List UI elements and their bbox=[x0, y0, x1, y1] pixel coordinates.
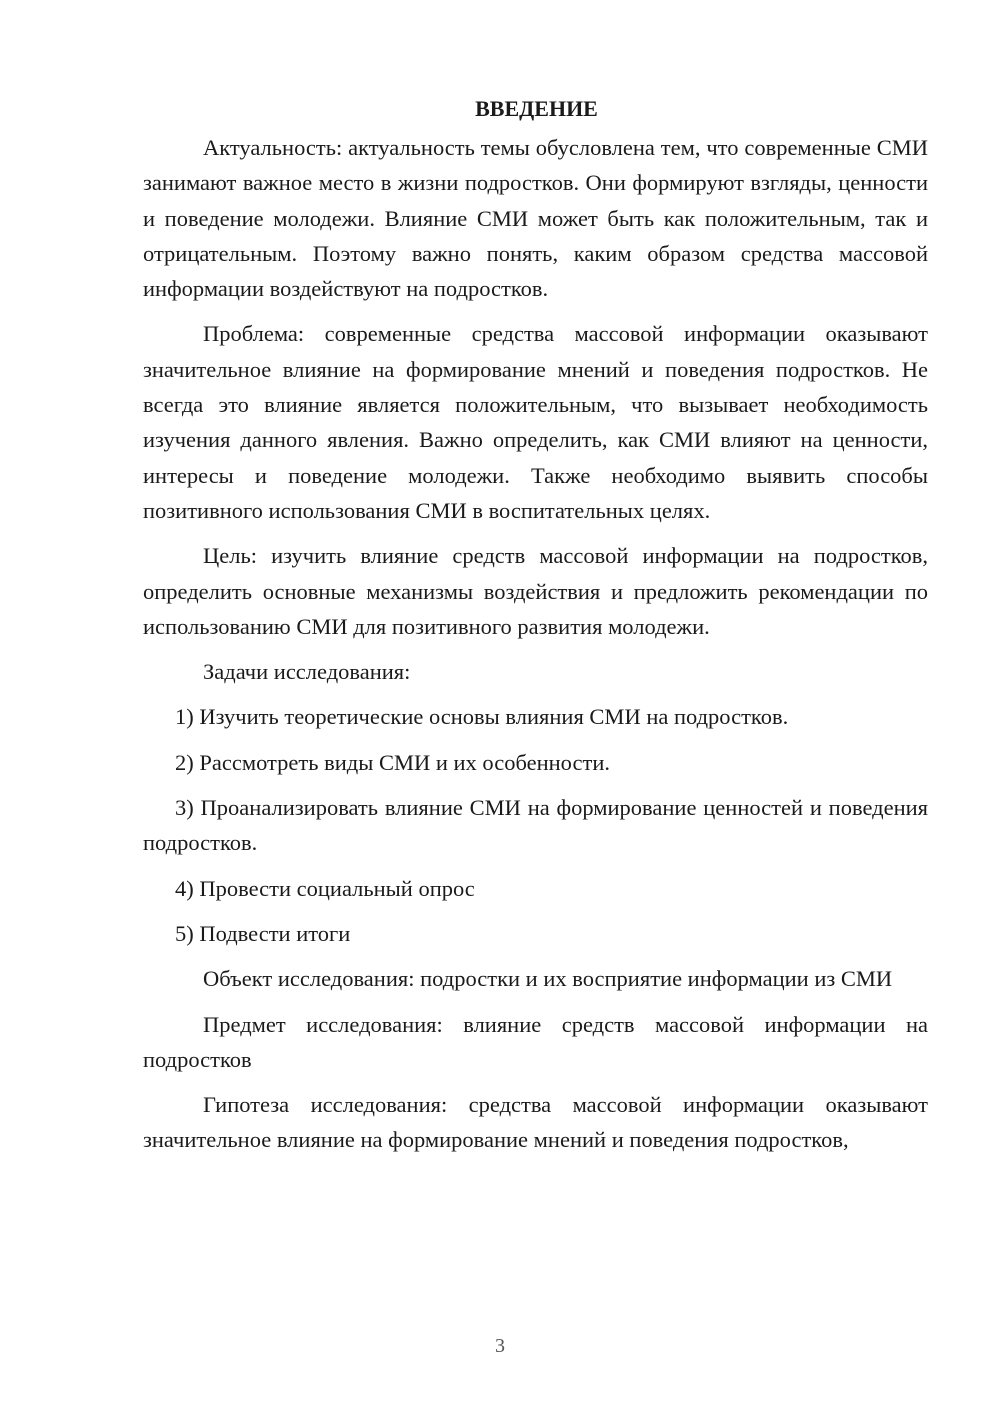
task-item-1: 1) Изучить теоретические основы влияния СМИ на подростков. bbox=[175, 704, 789, 730]
relevance-paragraph: Актуальность: актуальность темы обусловлена тем, что современные СМИ занимают важное место в жизни подростков. Они формируют взгляды, ценности и поведение молодежи. Влияние СМИ может быть как положительным, так и отрицательным. Поэтому важно понять, каким образом средства массовой информации воздействуют на подростков. bbox=[143, 135, 928, 302]
task-item-4: 4) Провести социальный опрос bbox=[175, 875, 475, 901]
task-item-2: 2) Рассмотреть виды СМИ и их особенности. bbox=[175, 749, 610, 775]
page-number: 3 bbox=[495, 1335, 505, 1357]
object-paragraph: Объект исследования: подростки и их восприятие информации из СМИ bbox=[203, 966, 893, 992]
subject-paragraph: Предмет исследования: влияние средств массовой информации на подростков bbox=[143, 1011, 928, 1072]
task-item-3: 3) Проанализировать влияние СМИ на формирование ценностей и поведения подростков. bbox=[143, 795, 928, 856]
hypothesis-paragraph: Гипотеза исследования: средства массовой информации оказывают значительное влияние на формирование мнений и поведения подростков, bbox=[143, 1092, 928, 1153]
task-item-5: 5) Подвести итоги bbox=[175, 920, 351, 946]
document-page bbox=[143, 92, 928, 1158]
tasks-heading: Задачи исследования: bbox=[203, 659, 411, 685]
problem-paragraph: Проблема: современные средства массовой информации оказывают значительное влияние на формирование мнений и поведения подростков. Не всегда это влияние является положительным, что вызывает необходимость изучения данного явления. Важно определить, как СМИ влияют на ценности, интересы и поведение молодежи. Также необходимо выявить способы позитивного использования СМИ в воспитательных целях. bbox=[143, 321, 928, 523]
page-title: ВВЕДЕНИЕ bbox=[475, 96, 598, 121]
goal-paragraph: Цель: изучить влияние средств массовой информации на подростков, определить основные механизмы воздействия и предложить рекомендации по использованию СМИ для позитивного развития молодежи. bbox=[143, 543, 928, 639]
